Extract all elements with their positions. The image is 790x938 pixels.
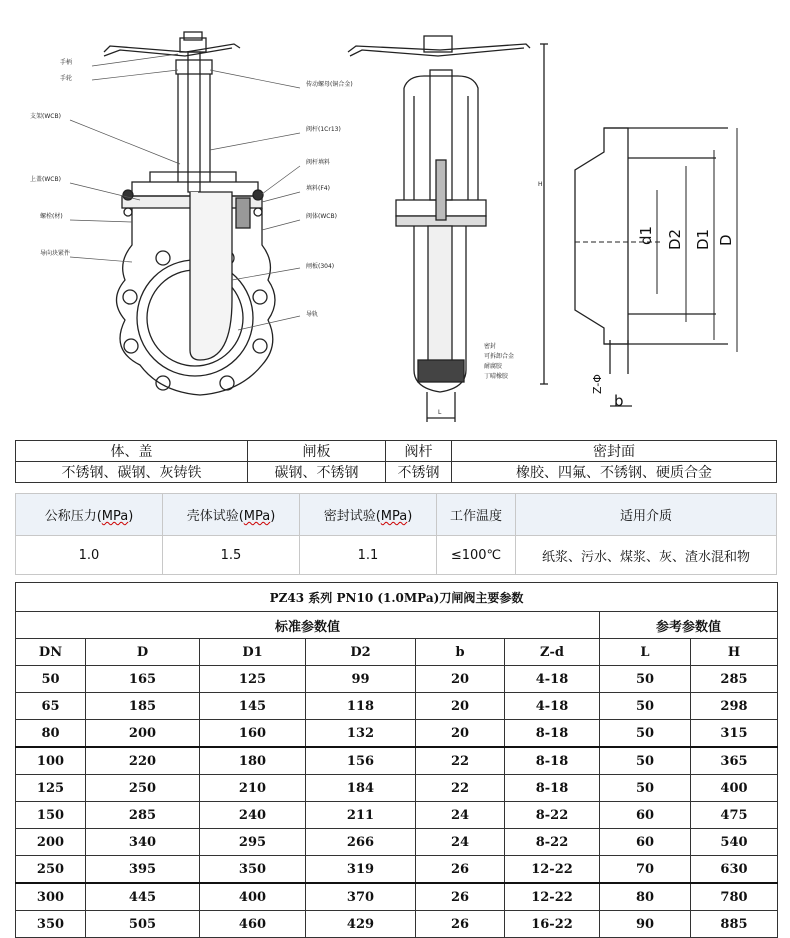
flange-label-z-phi: Z-Φ [591, 374, 604, 394]
table-cell: 50 [600, 775, 691, 802]
flange-label-D: D [717, 234, 735, 246]
column-header-d1: D1 [200, 639, 306, 666]
column-header-h: H [691, 639, 778, 666]
table-cell: 118 [306, 693, 416, 720]
table-cell: 132 [306, 720, 416, 748]
table-cell: 505 [86, 911, 200, 938]
table-cell: 80 [600, 883, 691, 911]
pressure-header-text: 密封试验(MPa) [323, 509, 413, 524]
unit-mpa: MPa [380, 509, 408, 524]
materials-value: 橡胶、四氟、不锈钢、硬质合金 [452, 462, 777, 483]
materials-value: 不锈钢、碳钢、灰铸铁 [16, 462, 248, 483]
table-cell: 285 [86, 802, 200, 829]
table-row [16, 720, 778, 748]
table-cell: 285 [691, 666, 778, 693]
table-cell: 16-22 [505, 911, 600, 938]
pressure-header-text: 公称压力(MPa) [44, 509, 134, 524]
part-label-right-4: 阀体(WCB) [306, 213, 337, 220]
table-cell: 60 [600, 802, 691, 829]
table-cell: 630 [691, 856, 778, 884]
table-cell: 298 [691, 693, 778, 720]
table-row [16, 693, 778, 720]
table-cell: 250 [16, 856, 86, 884]
seal-label-1: 可拆卸合金 [484, 353, 515, 360]
materials-header: 密封面 [452, 441, 777, 462]
table-cell: 8-18 [505, 747, 600, 775]
table-cell: 20 [416, 693, 505, 720]
materials-header: 闸板 [248, 441, 386, 462]
table-cell: 50 [600, 693, 691, 720]
pressure-header: 工作温度 [437, 494, 516, 536]
table-row [16, 775, 778, 802]
table-cell: 4-18 [505, 666, 600, 693]
table-cell: 460 [200, 911, 306, 938]
materials-header: 体、盖 [16, 441, 248, 462]
table-cell: 50 [600, 720, 691, 748]
table-cell: 24 [416, 829, 505, 856]
table-cell: 319 [306, 856, 416, 884]
table-cell: 475 [691, 802, 778, 829]
pressure-header [300, 494, 437, 536]
pressure-value: 1.0 [16, 536, 163, 575]
part-label-right-5: 闸板(304) [306, 263, 335, 270]
table-cell: 400 [200, 883, 306, 911]
table-cell: 80 [16, 720, 86, 748]
table-cell: 165 [86, 666, 200, 693]
table-row [16, 829, 778, 856]
table-cell: 8-22 [505, 802, 600, 829]
part-label-left-0: 手柄 [60, 59, 73, 66]
table-row [16, 883, 778, 911]
table-cell: 210 [200, 775, 306, 802]
table-cell: 12-22 [505, 883, 600, 911]
seal-label-0: 密封 [484, 343, 497, 350]
table-cell: 100 [16, 747, 86, 775]
unit-mpa: MPa [101, 509, 129, 524]
table-cell: 184 [306, 775, 416, 802]
column-header-d: D [86, 639, 200, 666]
table-cell: 125 [200, 666, 306, 693]
table-cell: 180 [200, 747, 306, 775]
table-cell: 50 [600, 747, 691, 775]
table-cell: 90 [600, 911, 691, 938]
table-cell: 22 [416, 775, 505, 802]
table-cell: 20 [416, 720, 505, 748]
flange-label-D2: D2 [666, 228, 684, 250]
group-header-standard: 标准参数值 [16, 612, 600, 639]
pressure-value: 纸浆、污水、煤浆、灰、渣水混和物 [516, 536, 777, 575]
pressure-value: 1.1 [300, 536, 437, 575]
table-row [16, 856, 778, 884]
table-row [16, 747, 778, 775]
table-cell: 395 [86, 856, 200, 884]
table-cell: 145 [200, 693, 306, 720]
parameters-column-row [16, 639, 778, 666]
table-cell: 350 [16, 911, 86, 938]
table-cell: 26 [416, 883, 505, 911]
column-header-d2: D2 [306, 639, 416, 666]
side-dim-l: L [438, 409, 442, 416]
table-cell: 350 [200, 856, 306, 884]
part-label-left-3: 上盖(WCB) [30, 176, 61, 183]
materials-value: 不锈钢 [386, 462, 452, 483]
table-cell: 8-22 [505, 829, 600, 856]
table-cell: 65 [16, 693, 86, 720]
table-cell: 295 [200, 829, 306, 856]
table-cell: 22 [416, 747, 505, 775]
table-cell: 250 [86, 775, 200, 802]
table-cell: 300 [16, 883, 86, 911]
table-cell: 70 [600, 856, 691, 884]
seal-label-2: 耐腐胶 [484, 363, 503, 370]
table-cell: 8-18 [505, 775, 600, 802]
table-cell: 445 [86, 883, 200, 911]
table-row [16, 666, 778, 693]
part-label-right-2: 阀杆填料 [306, 159, 331, 166]
pressure-table [15, 493, 777, 575]
materials-header-row [16, 441, 777, 462]
table-cell: 400 [691, 775, 778, 802]
valve-drawing [0, 0, 790, 438]
table-cell: 150 [16, 802, 86, 829]
part-label-right-6: 导轨 [306, 311, 319, 318]
table-cell: 211 [306, 802, 416, 829]
part-label-right-3: 填料(F4) [306, 185, 330, 192]
table-cell: 156 [306, 747, 416, 775]
table-row [16, 802, 778, 829]
table-cell: 370 [306, 883, 416, 911]
table-row [16, 911, 778, 938]
table-cell: 200 [16, 829, 86, 856]
parameters-title-row [16, 583, 778, 612]
part-label-right-0: 传动螺母(铜合金) [306, 81, 353, 88]
group-header-reference: 参考参数值 [600, 612, 778, 639]
table-cell: 125 [16, 775, 86, 802]
side-dim-h: H [538, 181, 543, 188]
table-cell: 780 [691, 883, 778, 911]
part-label-left-4: 螺栓(材) [40, 213, 63, 220]
table-cell: 240 [200, 802, 306, 829]
table-cell: 8-18 [505, 720, 600, 748]
column-header-b: b [416, 639, 505, 666]
table-cell: 540 [691, 829, 778, 856]
column-header-dn: DN [16, 639, 86, 666]
table-cell: 365 [691, 747, 778, 775]
table-cell: 4-18 [505, 693, 600, 720]
pressure-header [163, 494, 300, 536]
table-cell: 220 [86, 747, 200, 775]
materials-value: 碳钢、不锈钢 [248, 462, 386, 483]
table-cell: 26 [416, 911, 505, 938]
table-cell: 429 [306, 911, 416, 938]
flange-label-D1: D1 [694, 228, 712, 250]
table-cell: 24 [416, 802, 505, 829]
column-header-l: L [600, 639, 691, 666]
pressure-header [16, 494, 163, 536]
table-cell: 200 [86, 720, 200, 748]
pressure-value: 1.5 [163, 536, 300, 575]
table-cell: 266 [306, 829, 416, 856]
parameters-group-row [16, 612, 778, 639]
table-cell: 26 [416, 856, 505, 884]
seal-label-3: 丁晴橡胶 [484, 373, 509, 380]
table-cell: 340 [86, 829, 200, 856]
parameters-table [15, 582, 778, 938]
table-cell: 185 [86, 693, 200, 720]
materials-header: 阀杆 [386, 441, 452, 462]
table-cell: 315 [691, 720, 778, 748]
table-cell: 12-22 [505, 856, 600, 884]
pressure-header: 适用介质 [516, 494, 777, 536]
table-cell: 60 [600, 829, 691, 856]
part-label-right-1: 阀杆(1Cr13) [306, 126, 341, 133]
pressure-header-row [16, 494, 777, 536]
part-label-left-5: 导向块紧件 [40, 250, 71, 257]
table-cell: 50 [16, 666, 86, 693]
part-label-left-1: 手轮 [60, 75, 73, 82]
pressure-value: ≤100℃ [437, 536, 516, 575]
flange-label-b: b [614, 392, 624, 410]
materials-value-row [16, 462, 777, 483]
pressure-value-row [16, 536, 777, 575]
table-cell: 50 [600, 666, 691, 693]
table-cell: 20 [416, 666, 505, 693]
unit-mpa: MPa [243, 509, 271, 524]
part-label-left-2: 支架(WCB) [30, 113, 61, 120]
table-cell: 160 [200, 720, 306, 748]
column-header-z-d: Z-d [505, 639, 600, 666]
flange-label-d1: d1 [637, 225, 655, 245]
parameters-title: PZ43 系列 PN10 (1.0MPa)刀闸阀主要参数 [16, 583, 778, 612]
pressure-header-text: 壳体试验(MPa) [186, 509, 276, 524]
table-cell: 99 [306, 666, 416, 693]
materials-table [15, 440, 777, 483]
table-cell: 885 [691, 911, 778, 938]
